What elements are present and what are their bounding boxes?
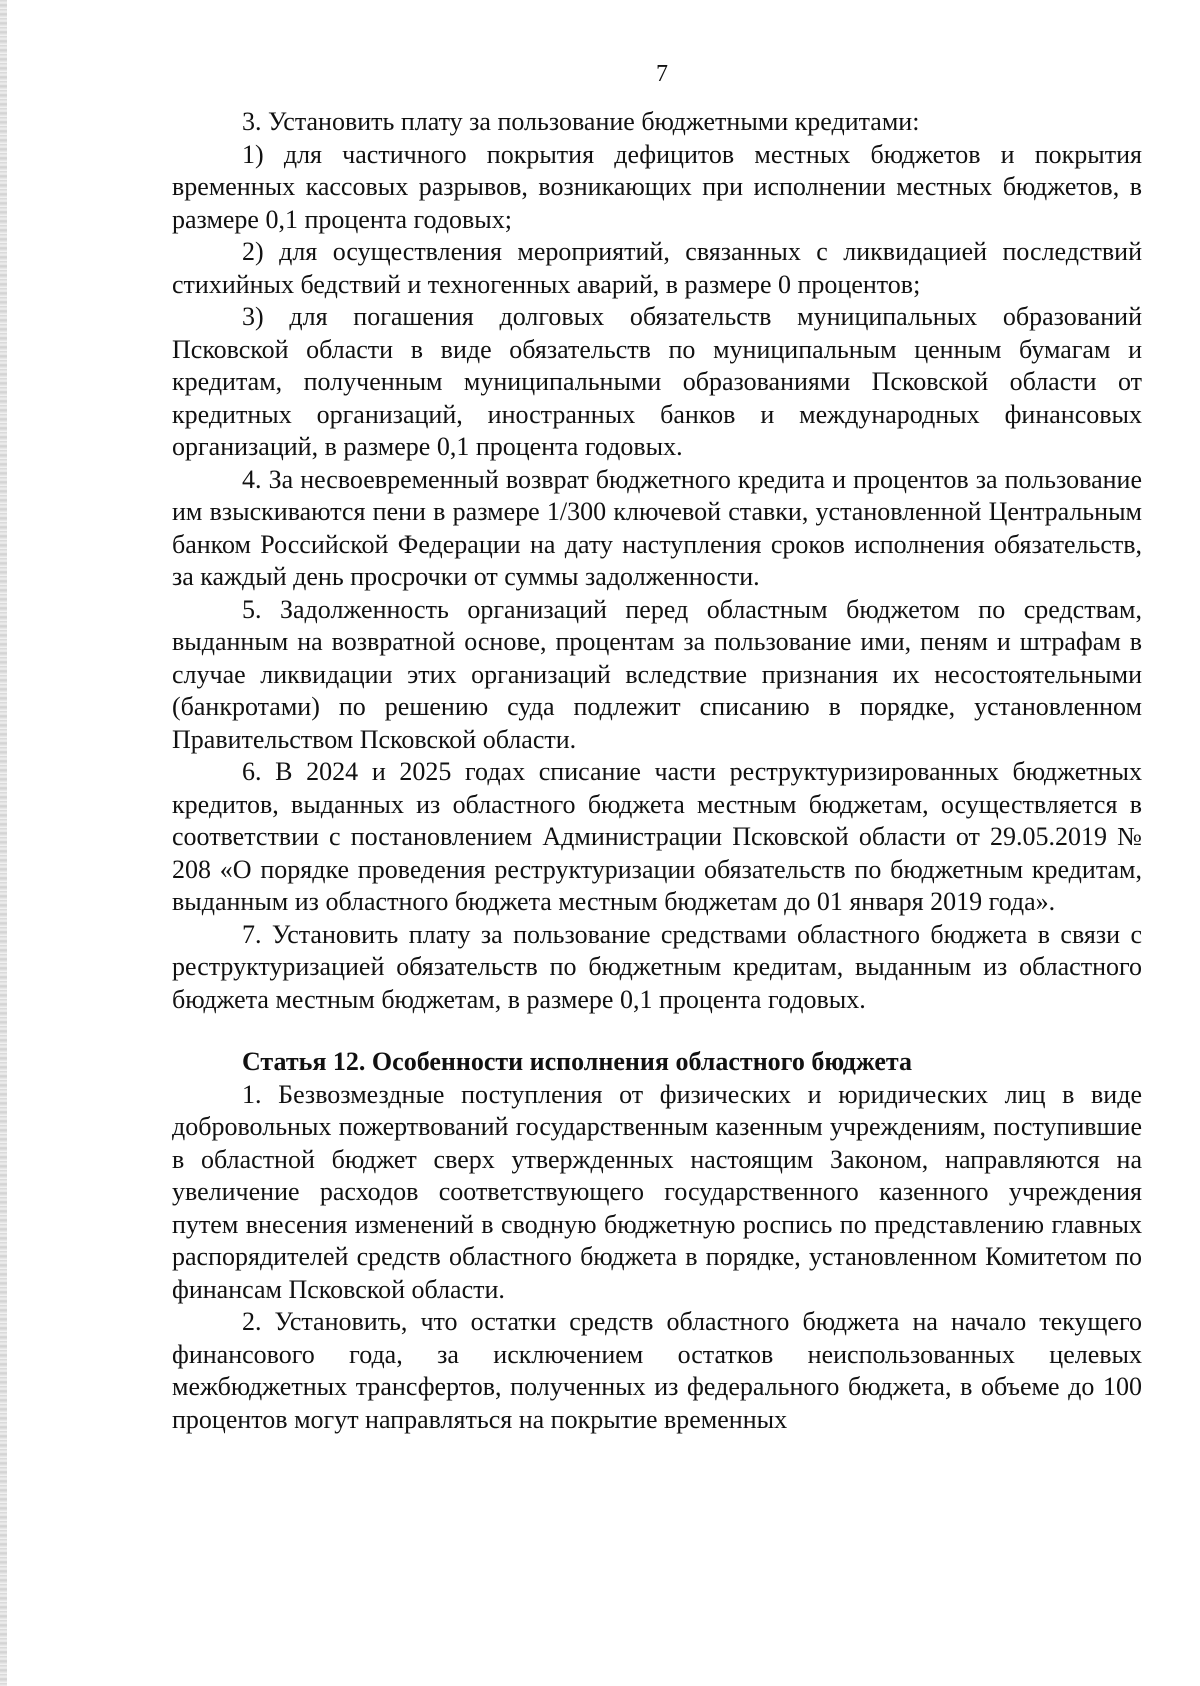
paragraph-3-3: 3) для погашения долговых обязательств муниципальных образований Псковской области в виде обязательств по муниципальным ценным бумагам и кредитам, полученным муниципальными образованиями Псковской области от кредитных организаций, иностранных банков и международных финансовых организаций, в размере 0,1 процента годовых. xyxy=(172,302,1142,461)
paragraph-4: 4. За несвоевременный возврат бюджетного кредита и процентов за пользование им взыскиваются пени в размере 1/300 ключевой ставки, установленной Центральным банком Российской Федерации на дату наступления сроков исполнения обязательств, за каждый день просрочки от суммы задолженности. xyxy=(172,464,1142,591)
paragraph-6: 6. В 2024 и 2025 годах списание части реструктуризированных бюджетных кредитов, выданных из областного бюджета местным бюджетам, осуществляется в соответствии с постановлением Администрации Псковской области от 29.05.2019 № 208 «О порядке проведения реструктуризации обязательств по бюджетным кредитам, выданным из областного бюджета местным бюджетам до 01 января 2019 года». xyxy=(172,757,1142,916)
paragraph-7: 7. Установить плату за пользование средствами областного бюджета в связи с реструктуризацией обязательств по бюджетным кредитам, выданным из областного бюджета местным бюджетам, в размере 0,1 процента годовых. xyxy=(172,919,1142,1014)
article-12-paragraph-1: 1. Безвозмездные поступления от физических и юридических лиц в виде добровольных пожертвований государственным казенным учреждениям, поступившие в областной бюджет сверх утвержденных настоящим Законом, направляются на увеличение расходов соответствующего государственного казенного учреждения путем внесения изменений в сводную бюджетную роспись по представлению главных распорядителей средств областного бюджета в порядке, установленном Комитетом по финансам Псковской области. xyxy=(172,1079,1142,1304)
article-12-paragraph-2: 2. Установить, что остатки средств областного бюджета на начало текущего финансового года, за исключением остатков неиспользованных целевых межбюджетных трансфертов, полученных из федерального бюджета, в объеме до 100 процентов могут направляться на покрытие временных xyxy=(172,1307,1142,1434)
paragraph-5: 5. Задолженность организаций перед областным бюджетом по средствам, выданным на возвратной основе, процентам за пользование ими, пеням и штрафам в случае ликвидации этих организаций вследствие признания их несостоятельными (банкротами) по решению суда подлежит списанию в порядке, установленном Правительством Псковской области. xyxy=(172,594,1142,754)
paragraph-3-2: 2) для осуществления мероприятий, связанных с ликвидацией последствий стихийных бедствий и техногенных аварий, в размере 0 процентов; xyxy=(172,237,1142,299)
paragraph-3-1: 1) для частичного покрытия дефицитов местных бюджетов и покрытия временных кассовых разрывов, возникающих при исполнении местных бюджетов, в размере 0,1 процента годовых; xyxy=(172,139,1142,234)
document-page xyxy=(172,54,1142,1436)
page-number: 7 xyxy=(656,61,668,87)
article-12-heading: Статья 12. Особенности исполнения областного бюджета xyxy=(242,1047,913,1076)
scan-edge xyxy=(0,0,7,1686)
paragraph-3: 3. Установить плату за пользование бюджетными кредитами: xyxy=(242,107,920,136)
